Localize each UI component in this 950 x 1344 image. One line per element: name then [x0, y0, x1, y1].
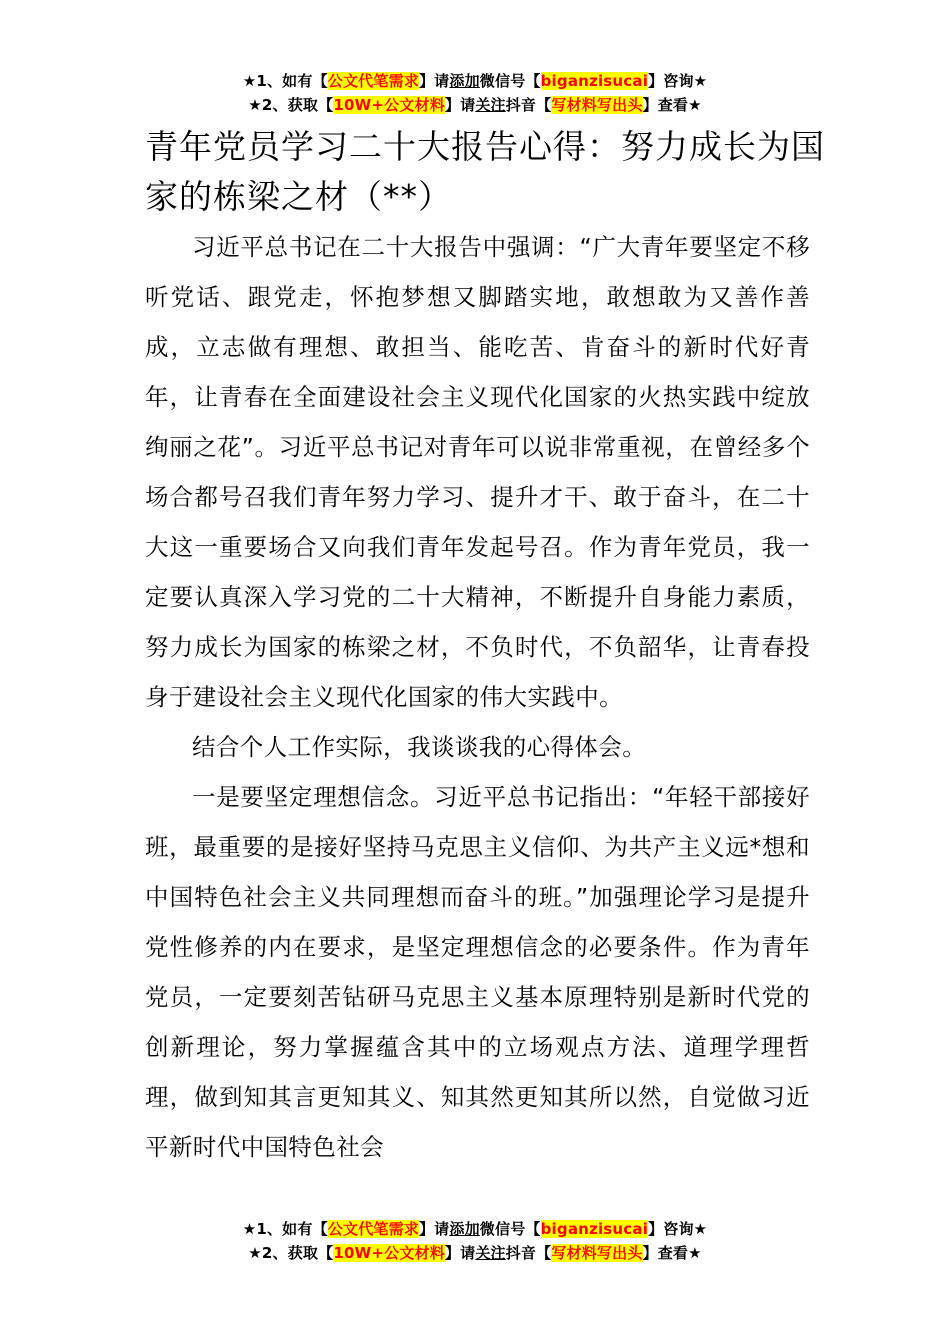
banner-text: 添加	[449, 1220, 480, 1238]
paragraph: 一是要坚定理想信念。习近平总书记指出：“年轻干部接好班，最重要的是接好坚持马克思主义信仰、为共产主义远*想和中国特色社会主义共同理想而奋斗的班。”加强理论学习是提升党性修养的内在要求，是坚定理想信念的必要条件。作为青年党员，一定要刻苦钻研马克思主义基本原理特别是新时代党的创新理论，努力掌握蕴含其中的立场观点方法、道理学理哲理，做到知其言更知其义、知其然更知其所以然，自觉做习近平新时代中国特色社会	[145, 783, 810, 1161]
banner-text: 关注	[475, 96, 506, 114]
banner-text: 】查看★	[642, 96, 702, 114]
document-title: 青年党员学习二十大报告心得：努力成长为国家的栋梁之材（**）	[145, 127, 825, 216]
document-body	[145, 222, 810, 1172]
banner-highlight: 写材料写出头	[551, 1244, 643, 1262]
banner-text: 】咨询★	[648, 1220, 708, 1238]
header-banner-line-2	[0, 94, 950, 116]
header-banner-line-1	[0, 70, 950, 92]
banner-text: 】查看★	[642, 1244, 702, 1262]
banner-text: ★2、获取【	[248, 1244, 334, 1262]
banner-highlight: 写材料写出头	[551, 96, 643, 114]
banner-text: 】请	[444, 96, 476, 114]
paragraph: 习近平总书记在二十大报告中强调：“广大青年要坚定不移听党话、跟党走，怀抱梦想又脚踏实地，敢想敢为又善作善成，立志做有理想、敢担当、能吃苦、肯奋斗的新时代好青年，让青春在全面建设社会主义现代化国家的火热实践中绽放绚丽之花”。习近平总书记对青年可以说非常重视，在曾经多个场合都号召我们青年努力学习、提升才干、敢于奋斗，在二十大这一重要场合又向我们青年发起号召。作为青年党员，我一定要认真深入学习党的二十大精神，不断提升自身能力素质，努力成长为国家的栋梁之材，不负时代，不负韶华，让青春投身于建设社会主义现代化国家的伟大实践中。	[145, 233, 810, 711]
banner-text: ★2、获取【	[248, 96, 334, 114]
banner-highlight: 公文代笔需求	[327, 72, 419, 90]
paragraph: 结合个人工作实际，我谈谈我的心得体会。	[192, 733, 647, 761]
banner-highlight: 10W+公文材料	[333, 1244, 445, 1262]
banner-text: 微信号【	[479, 1220, 541, 1238]
footer-banner-line-1	[0, 1218, 950, 1240]
banner-text: 】咨询★	[648, 72, 708, 90]
banner-text: ★1、如有【	[242, 1220, 328, 1238]
banner-highlight: biganzisucai	[540, 1220, 649, 1238]
banner-text: 抖音【	[505, 96, 552, 114]
banner-highlight: biganzisucai	[540, 72, 649, 90]
banner-highlight: 10W+公文材料	[333, 96, 445, 114]
banner-text: 抖音【	[505, 1244, 552, 1262]
banner-text: 】请	[444, 1244, 476, 1262]
banner-highlight: 公文代笔需求	[327, 1220, 419, 1238]
footer-banner-line-2	[0, 1242, 950, 1264]
banner-text: 关注	[475, 1244, 506, 1262]
banner-text: 添加	[449, 72, 480, 90]
banner-text: ★1、如有【	[242, 72, 328, 90]
banner-text: 】请	[418, 72, 450, 90]
banner-text: 】请	[418, 1220, 450, 1238]
banner-text: 微信号【	[479, 72, 541, 90]
